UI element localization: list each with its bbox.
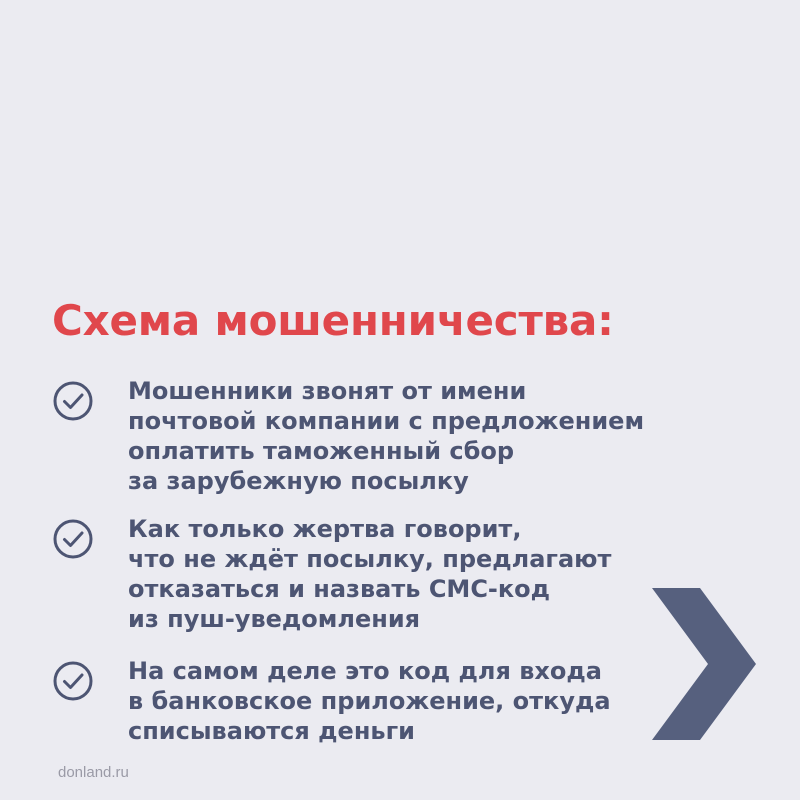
list-item-text: Как только жертва говорит, что не ждёт посылку, предлагают отказаться и назвать СМС-код из пуш-уведомления: [128, 515, 612, 633]
check-circle-icon: [52, 660, 94, 702]
list-item-text: Мошенники звонят от имени почтовой компании с предложением оплатить таможенный сбор за зарубежную посылку: [128, 377, 645, 495]
chevron-right-icon[interactable]: [652, 588, 756, 740]
check-circle-icon: [52, 518, 94, 560]
list-item-text: На самом деле это код для входа в банковское приложение, откуда списываются деньги: [128, 657, 611, 745]
page-title: Схема мошенничества:: [52, 296, 614, 345]
site-url: donland.ru: [58, 764, 129, 781]
check-circle-icon: [52, 380, 94, 422]
